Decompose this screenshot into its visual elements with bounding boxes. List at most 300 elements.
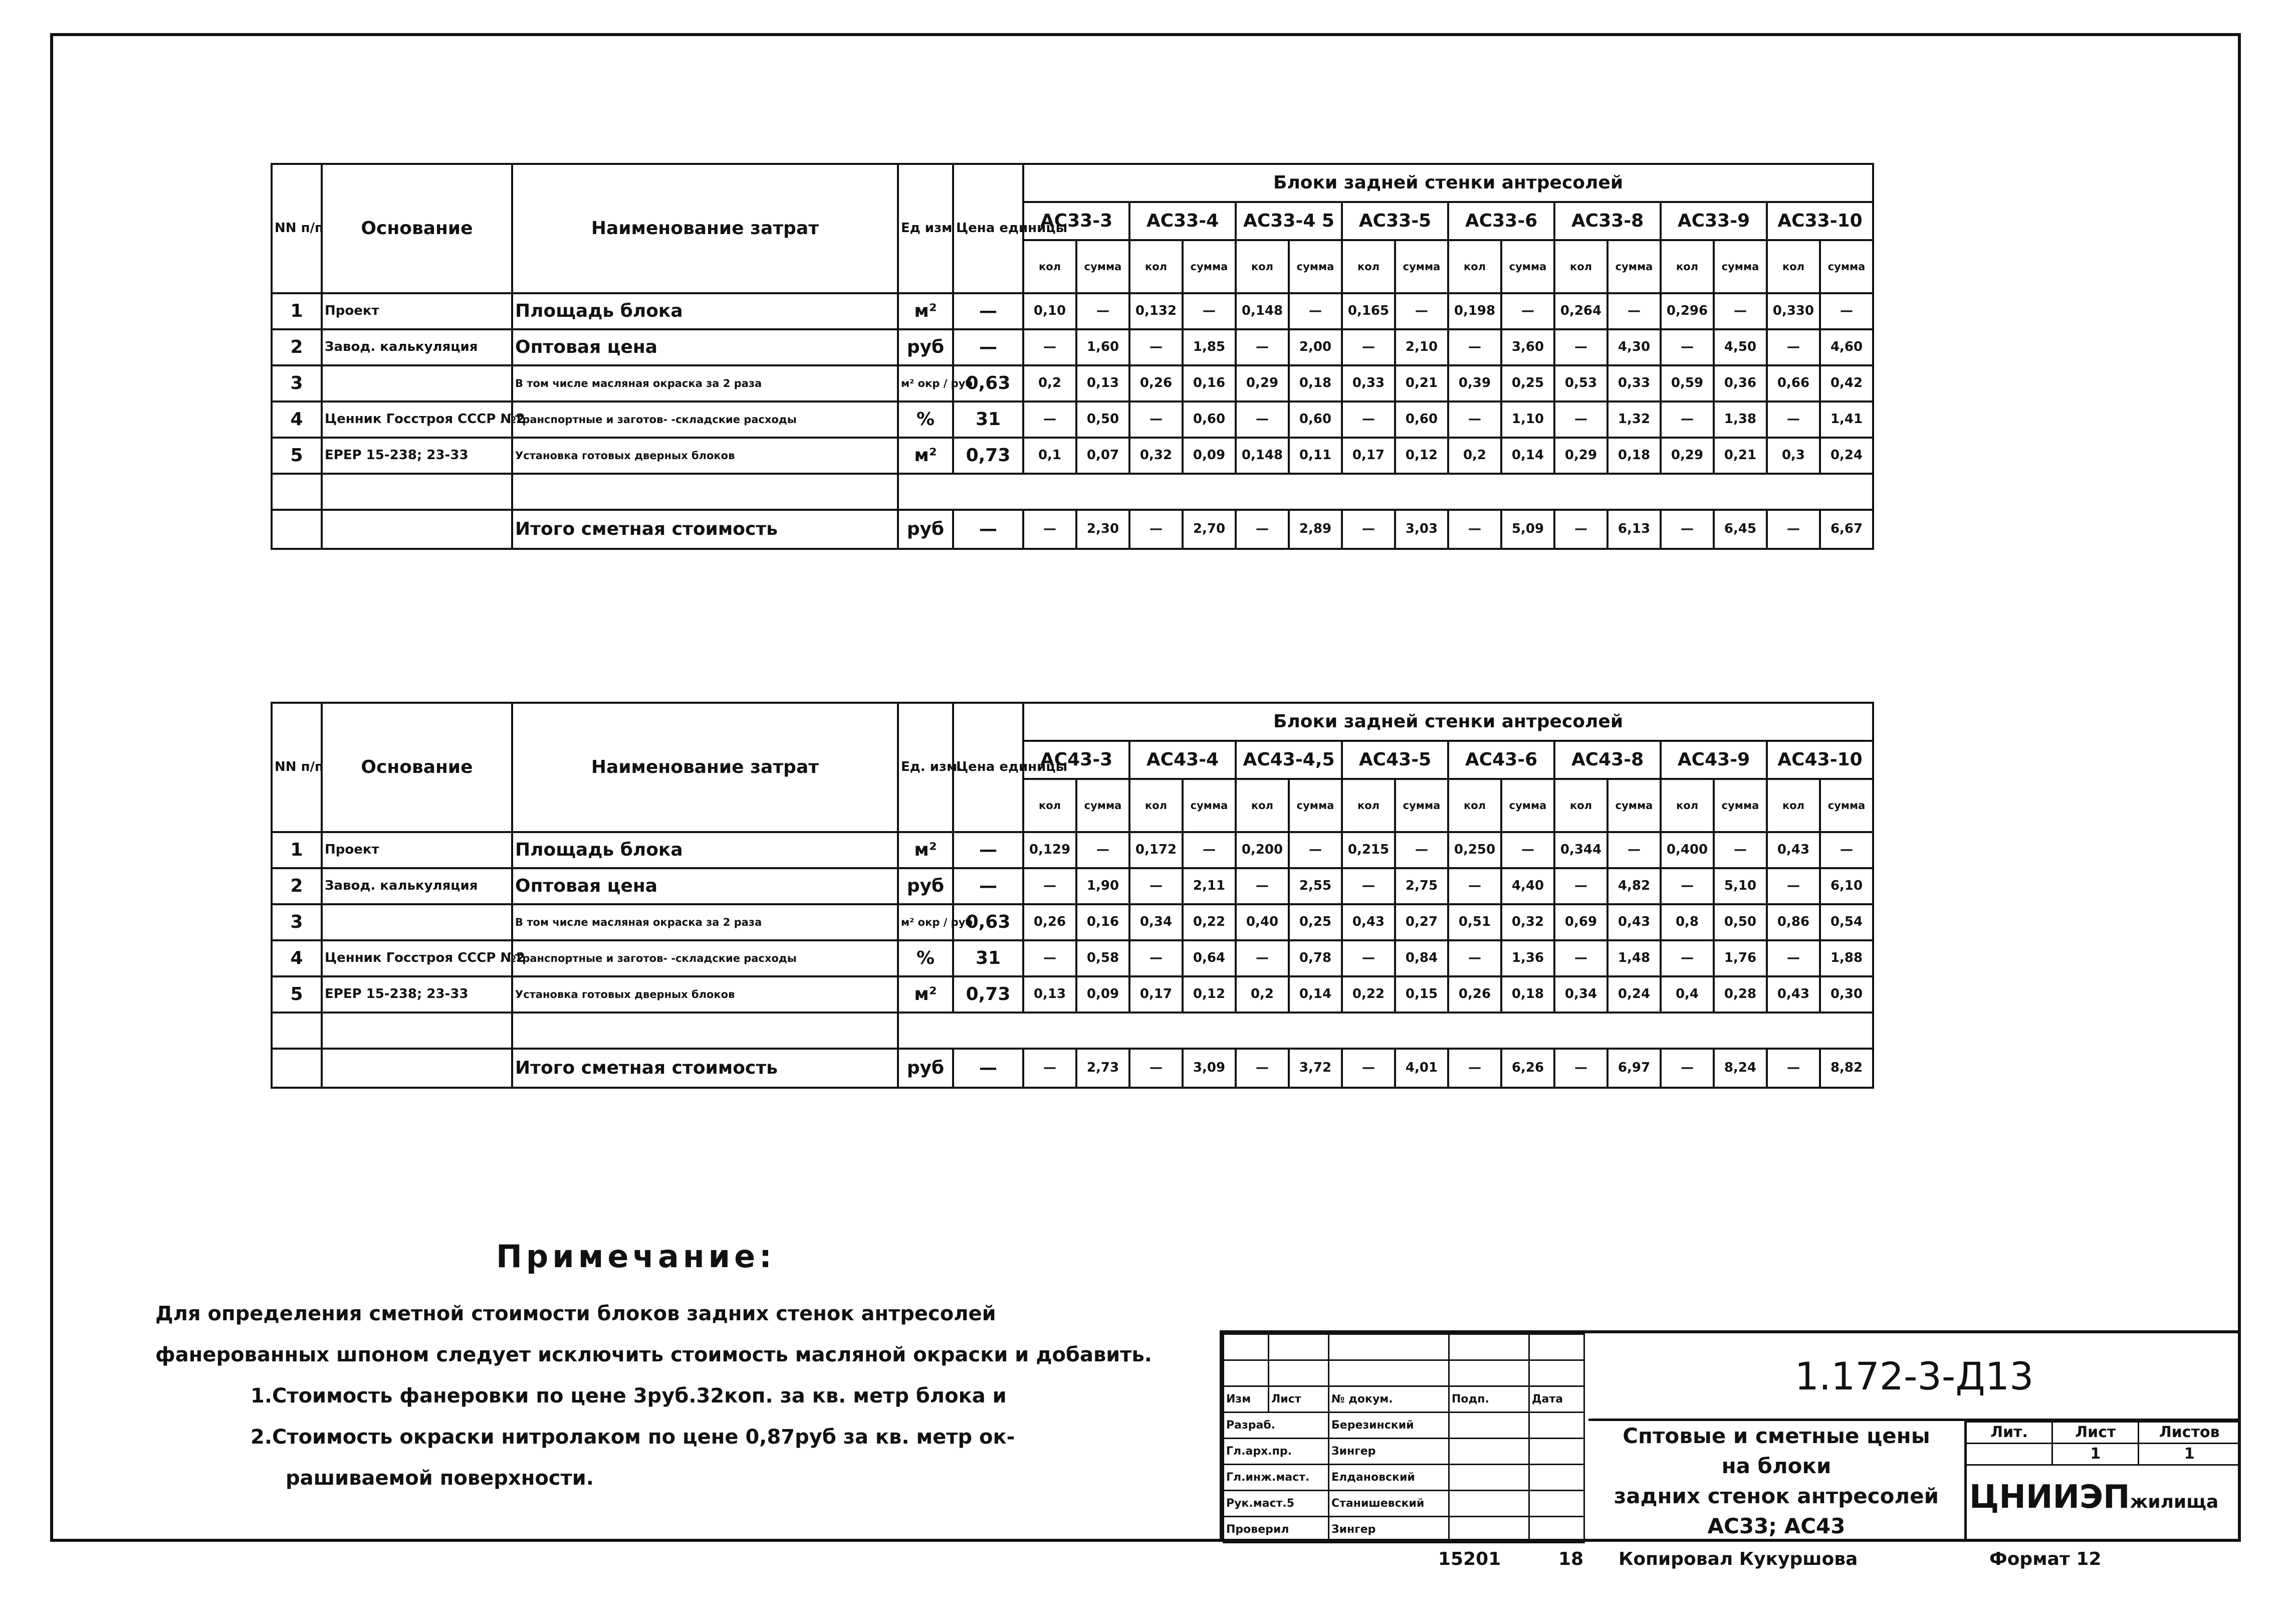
row-number: 3 [272, 365, 322, 401]
value-cell: 0,15 [1395, 976, 1448, 1013]
block-header: АС33-4 5 [1236, 202, 1342, 240]
value-cell: 1,36 [1501, 940, 1554, 976]
sub-qty-header: кол [1023, 779, 1076, 832]
value-cell: 0,10 [1023, 293, 1076, 329]
block-header: АС43-3 [1023, 741, 1129, 779]
sub-qty-header: кол [1023, 240, 1076, 293]
sub-sum-header: сумма [1289, 779, 1342, 832]
row-name: В том числе масляная окраска за 2 раза [512, 904, 898, 940]
note-body [155, 1293, 1152, 1499]
sub-qty-header: кол [1661, 779, 1714, 832]
person: Зингер [1329, 1517, 1449, 1543]
value-cell: 0,8 [1661, 904, 1714, 940]
value-cell: 0,30 [1820, 976, 1873, 1013]
row-basis: Проект [322, 832, 512, 868]
value-cell: 0,2 [1236, 976, 1289, 1013]
block-header: АС43-8 [1554, 741, 1661, 779]
total-value: — [1767, 510, 1820, 549]
value-cell: 0,17 [1342, 438, 1395, 474]
total-unit: руб [898, 1049, 953, 1088]
sheet-format: Формат 12 [1989, 1549, 2102, 1569]
sub-qty-header: кол [1661, 240, 1714, 293]
note-line: 2.Стоимость окраски нитролаком по цене 0,87руб за кв. метр ок- [251, 1426, 1015, 1449]
sub-sum-header: сумма [1289, 240, 1342, 293]
row-number: 2 [272, 868, 322, 904]
total-value: 2,89 [1289, 510, 1342, 549]
row-unit: м² [898, 832, 953, 868]
empty-cell [898, 474, 1873, 510]
value-cell: 0,264 [1554, 293, 1608, 329]
value-cell: 0,07 [1076, 438, 1129, 474]
value-cell: 0,40 [1236, 904, 1289, 940]
empty-row [272, 1013, 1873, 1049]
empty-cell [272, 1013, 322, 1049]
row-name: Транспортные и заготов- -складские расходы [512, 401, 898, 438]
value-cell: 0,330 [1767, 293, 1820, 329]
total-value: 8,82 [1820, 1049, 1873, 1088]
total-value: — [1342, 510, 1395, 549]
value-cell: — [1129, 329, 1183, 365]
row-number: 3 [272, 904, 322, 940]
group-header: Блоки задней стенки антресолей [1023, 164, 1873, 202]
total-value: — [1448, 1049, 1501, 1088]
total-value: — [1129, 1049, 1183, 1088]
table-row [272, 904, 1873, 940]
value-cell: 0,29 [1661, 438, 1714, 474]
block-header: АС33-6 [1448, 202, 1554, 240]
note-title: Примечание: [496, 1238, 776, 1275]
value-cell: 1,76 [1714, 940, 1767, 976]
block-header: АС43-9 [1661, 741, 1767, 779]
value-cell: 0,344 [1554, 832, 1608, 868]
block-header: АС33-10 [1767, 202, 1873, 240]
value-cell: 0,58 [1076, 940, 1129, 976]
value-cell: 1,85 [1183, 329, 1236, 365]
value-cell: 0,26 [1129, 365, 1183, 401]
empty-row [272, 474, 1873, 510]
total-unit: руб [898, 510, 953, 549]
sheet-info [1965, 1421, 2241, 1466]
total-price: — [953, 1049, 1023, 1088]
value-cell: 0,43 [1342, 904, 1395, 940]
value-cell: 0,4 [1661, 976, 1714, 1013]
value-cell: 0,28 [1714, 976, 1767, 1013]
row-basis: Ценник Госстроя СССР №2 [322, 401, 512, 438]
sub-sum-header: сумма [1395, 240, 1448, 293]
total-value: 6,97 [1608, 1049, 1661, 1088]
value-cell: 0,1 [1023, 438, 1076, 474]
lit-value [1966, 1444, 2052, 1465]
value-cell: 0,43 [1767, 832, 1820, 868]
row-unit: м² [898, 438, 953, 474]
table-row [272, 329, 1873, 365]
value-cell: — [1554, 940, 1608, 976]
col-price: Цена единицы [953, 703, 1023, 832]
value-cell: 0,12 [1183, 976, 1236, 1013]
role: Проверил [1224, 1517, 1329, 1543]
sub-sum-header: сумма [1183, 240, 1236, 293]
total-value: — [1448, 510, 1501, 549]
value-cell: 0,24 [1820, 438, 1873, 474]
title-block [1220, 1330, 2241, 1542]
value-cell: — [1501, 293, 1554, 329]
row-number: 4 [272, 401, 322, 438]
value-cell: 0,12 [1395, 438, 1448, 474]
row-unit: м² окр / руб [898, 365, 953, 401]
total-value: 4,01 [1395, 1049, 1448, 1088]
value-cell: 6,10 [1820, 868, 1873, 904]
value-cell: 2,10 [1395, 329, 1448, 365]
signature-grid [1223, 1333, 1585, 1543]
value-cell: 0,25 [1501, 365, 1554, 401]
sub-sum-header: сумма [1714, 779, 1767, 832]
document-name-line: задних стенок антресолей [1614, 1484, 1939, 1508]
row-unit: % [898, 401, 953, 438]
value-cell: — [1554, 401, 1608, 438]
value-cell: 0,24 [1608, 976, 1661, 1013]
value-cell: 4,82 [1608, 868, 1661, 904]
empty-cell [272, 510, 322, 549]
total-value: 6,67 [1820, 510, 1873, 549]
value-cell: — [1129, 401, 1183, 438]
inventory-number: 15201 [1438, 1549, 1501, 1569]
row-basis: ЕРЕР 15-238; 23-33 [322, 976, 512, 1013]
head-date: Дата [1529, 1386, 1584, 1413]
value-cell: 1,10 [1501, 401, 1554, 438]
sub-sum-header: сумма [1608, 240, 1661, 293]
row-name: Оптовая цена [512, 868, 898, 904]
value-cell: 0,16 [1076, 904, 1129, 940]
empty-cell [322, 1013, 512, 1049]
value-cell: — [1076, 832, 1129, 868]
value-cell: 0,148 [1236, 438, 1289, 474]
block-header: АС33-8 [1554, 202, 1661, 240]
document-name-line: АС33; АС43 [1707, 1514, 1846, 1538]
value-cell: — [1183, 832, 1236, 868]
value-cell: 0,3 [1767, 438, 1820, 474]
value-cell: — [1342, 401, 1395, 438]
row-name: Транспортные и заготов- -складские расходы [512, 940, 898, 976]
value-cell: — [1289, 293, 1342, 329]
value-cell: — [1183, 293, 1236, 329]
row-price: 0,73 [953, 438, 1023, 474]
value-cell: 0,18 [1289, 365, 1342, 401]
value-cell: — [1023, 940, 1076, 976]
table-row [272, 401, 1873, 438]
value-cell: 3,60 [1501, 329, 1554, 365]
row-basis: Ценник Госстроя СССР №2 [322, 940, 512, 976]
row-name: В том числе масляная окраска за 2 раза [512, 365, 898, 401]
inventory-number-2: 18 [1558, 1549, 1584, 1569]
sheets-label: Листов [2139, 1422, 2240, 1444]
value-cell: 0,33 [1342, 365, 1395, 401]
row-price: 0,63 [953, 365, 1023, 401]
total-value: — [1129, 510, 1183, 549]
block-header: АС33-5 [1342, 202, 1448, 240]
person: Станишевский [1329, 1491, 1449, 1517]
value-cell: — [1554, 868, 1608, 904]
value-cell: — [1608, 832, 1661, 868]
block-header: АС33-9 [1661, 202, 1767, 240]
value-cell: 5,10 [1714, 868, 1767, 904]
value-cell: 1,90 [1076, 868, 1129, 904]
value-cell: 0,25 [1289, 904, 1342, 940]
empty-cell [322, 1049, 512, 1088]
block-header: АС43-5 [1342, 741, 1448, 779]
table-row [272, 438, 1873, 474]
total-value: 6,26 [1501, 1049, 1554, 1088]
note-line: фанерованных шпоном следует исключить стоимость масляной окраски и добавить. [155, 1343, 1152, 1366]
row-unit: м² [898, 293, 953, 329]
note-line: 1.Стоимость фанеровки по цене 3руб.32коп. за кв. метр блока и [251, 1384, 1007, 1407]
role: Гл.инж.маст. [1224, 1465, 1329, 1491]
row-number: 1 [272, 293, 322, 329]
row-price: — [953, 868, 1023, 904]
row-name: Площадь блока [512, 293, 898, 329]
total-value: — [1767, 1049, 1820, 1088]
value-cell: 2,00 [1289, 329, 1342, 365]
row-name: Установка готовых дверных блоков [512, 976, 898, 1013]
sheets-value: 1 [2139, 1444, 2240, 1465]
total-value: — [1661, 510, 1714, 549]
total-value: 6,13 [1608, 510, 1661, 549]
row-price: 0,73 [953, 976, 1023, 1013]
total-value: — [1661, 1049, 1714, 1088]
total-value: — [1023, 510, 1076, 549]
value-cell: — [1448, 940, 1501, 976]
value-cell: — [1714, 293, 1767, 329]
value-cell: — [1076, 293, 1129, 329]
value-cell: 0,250 [1448, 832, 1501, 868]
sub-qty-header: кол [1767, 240, 1820, 293]
note-line: Для определения сметной стоимости блоков задних стенок антресолей [155, 1302, 996, 1325]
person: Елдановский [1329, 1465, 1449, 1491]
empty-cell [898, 1013, 1873, 1049]
value-cell: 0,60 [1289, 401, 1342, 438]
col-nn: NN п/п [272, 164, 322, 293]
sub-sum-header: сумма [1714, 240, 1767, 293]
value-cell: 0,42 [1820, 365, 1873, 401]
row-basis: Завод. калькуляция [322, 329, 512, 365]
document-name-line: на блоки [1721, 1454, 1831, 1478]
value-cell: 0,43 [1608, 904, 1661, 940]
sub-sum-header: сумма [1076, 240, 1129, 293]
value-cell: 0,148 [1236, 293, 1289, 329]
value-cell: 0,165 [1342, 293, 1395, 329]
value-cell: 1,41 [1820, 401, 1873, 438]
value-cell: 2,55 [1289, 868, 1342, 904]
value-cell: — [1820, 832, 1873, 868]
row-number: 4 [272, 940, 322, 976]
value-cell: 0,69 [1554, 904, 1608, 940]
value-cell: — [1236, 329, 1289, 365]
total-value: 2,30 [1076, 510, 1129, 549]
value-cell: 0,59 [1661, 365, 1714, 401]
row-basis [322, 365, 512, 401]
value-cell: — [1129, 868, 1183, 904]
document-name [1588, 1421, 1967, 1541]
sub-qty-header: кол [1554, 240, 1608, 293]
value-cell: 0,34 [1129, 904, 1183, 940]
total-value: 8,24 [1714, 1049, 1767, 1088]
person: Березинский [1329, 1413, 1449, 1439]
row-basis: ЕРЕР 15-238; 23-33 [322, 438, 512, 474]
value-cell: 0,296 [1661, 293, 1714, 329]
col-unit: Ед изм [898, 164, 953, 293]
role: Рук.маст.5 [1224, 1491, 1329, 1517]
value-cell: — [1820, 293, 1873, 329]
total-value: 3,72 [1289, 1049, 1342, 1088]
sub-qty-header: кол [1342, 779, 1395, 832]
total-value: — [1236, 1049, 1289, 1088]
row-unit: м² [898, 976, 953, 1013]
total-value: — [1236, 510, 1289, 549]
row-unit: руб [898, 868, 953, 904]
col-basis: Основание [322, 164, 512, 293]
value-cell: — [1342, 940, 1395, 976]
value-cell: 0,26 [1448, 976, 1501, 1013]
value-cell: 0,78 [1289, 940, 1342, 976]
value-cell: — [1236, 868, 1289, 904]
value-cell: 0,200 [1236, 832, 1289, 868]
row-unit: % [898, 940, 953, 976]
value-cell: 4,60 [1820, 329, 1873, 365]
value-cell: 0,09 [1076, 976, 1129, 1013]
value-cell: 2,11 [1183, 868, 1236, 904]
value-cell: 0,2 [1448, 438, 1501, 474]
sub-sum-header: сумма [1820, 779, 1873, 832]
value-cell: — [1342, 868, 1395, 904]
value-cell: 0,129 [1023, 832, 1076, 868]
value-cell: 4,40 [1501, 868, 1554, 904]
row-price: — [953, 293, 1023, 329]
total-value: — [1342, 1049, 1395, 1088]
sub-qty-header: кол [1767, 779, 1820, 832]
value-cell: 0,27 [1395, 904, 1448, 940]
value-cell: 1,38 [1714, 401, 1767, 438]
empty-cell [322, 510, 512, 549]
value-cell: 2,75 [1395, 868, 1448, 904]
value-cell: — [1661, 401, 1714, 438]
sub-sum-header: сумма [1395, 779, 1448, 832]
table-row [272, 832, 1873, 868]
value-cell: 0,36 [1714, 365, 1767, 401]
organization [1969, 1479, 2218, 1516]
row-name: Установка готовых дверных блоков [512, 438, 898, 474]
value-cell: 0,172 [1129, 832, 1183, 868]
value-cell: 0,17 [1129, 976, 1183, 1013]
block-header: АС33-3 [1023, 202, 1129, 240]
sub-qty-header: кол [1236, 240, 1289, 293]
empty-cell [512, 1013, 898, 1049]
value-cell: — [1767, 401, 1820, 438]
value-cell: 0,29 [1554, 438, 1608, 474]
header-row [272, 703, 1873, 741]
row-price: 0,63 [953, 904, 1023, 940]
value-cell: 0,2 [1023, 365, 1076, 401]
value-cell: — [1448, 868, 1501, 904]
sub-sum-header: сумма [1608, 779, 1661, 832]
value-cell: 0,11 [1289, 438, 1342, 474]
value-cell: 0,21 [1714, 438, 1767, 474]
value-cell: 0,64 [1183, 940, 1236, 976]
header-row [272, 164, 1873, 202]
value-cell: — [1554, 329, 1608, 365]
sub-sum-header: сумма [1183, 779, 1236, 832]
value-cell: 0,16 [1183, 365, 1236, 401]
sheet-label: Лист [2052, 1422, 2139, 1444]
head-list: Лист [1269, 1386, 1329, 1413]
value-cell: 0,29 [1236, 365, 1289, 401]
table-row [272, 365, 1873, 401]
value-cell: — [1448, 401, 1501, 438]
value-cell: 0,60 [1183, 401, 1236, 438]
value-cell: 0,400 [1661, 832, 1714, 868]
total-value: 3,09 [1183, 1049, 1236, 1088]
value-cell: — [1714, 832, 1767, 868]
value-cell: 1,60 [1076, 329, 1129, 365]
value-cell: 0,66 [1767, 365, 1820, 401]
row-number: 5 [272, 976, 322, 1013]
row-price: 31 [953, 940, 1023, 976]
value-cell: 0,43 [1767, 976, 1820, 1013]
value-cell: 1,32 [1608, 401, 1661, 438]
table-row [272, 976, 1873, 1013]
lit-label: Лит. [1966, 1422, 2052, 1444]
block-header: АС43-4,5 [1236, 741, 1342, 779]
sub-qty-header: кол [1342, 240, 1395, 293]
total-value: 6,45 [1714, 510, 1767, 549]
total-value: — [1554, 510, 1608, 549]
head-izm: Изм [1224, 1386, 1269, 1413]
value-cell: — [1448, 329, 1501, 365]
total-value: — [1554, 1049, 1608, 1088]
sub-qty-header: кол [1236, 779, 1289, 832]
value-cell: — [1023, 401, 1076, 438]
value-cell: — [1767, 940, 1820, 976]
person: Зингер [1329, 1439, 1449, 1465]
total-row [272, 1049, 1873, 1088]
value-cell: — [1023, 868, 1076, 904]
org-suffix: жилища [2130, 1492, 2219, 1512]
value-cell: — [1661, 940, 1714, 976]
row-basis [322, 904, 512, 940]
row-name: Площадь блока [512, 832, 898, 868]
cost-table-ac33 [271, 163, 1874, 550]
row-name: Оптовая цена [512, 329, 898, 365]
total-value: 3,03 [1395, 510, 1448, 549]
value-cell: 0,22 [1342, 976, 1395, 1013]
value-cell: — [1236, 401, 1289, 438]
value-cell: 0,18 [1608, 438, 1661, 474]
row-price: — [953, 832, 1023, 868]
value-cell: 0,198 [1448, 293, 1501, 329]
row-basis: Завод. калькуляция [322, 868, 512, 904]
value-cell: — [1129, 940, 1183, 976]
empty-cell [322, 474, 512, 510]
sub-qty-header: кол [1448, 240, 1501, 293]
role: Гл.арх.пр. [1224, 1439, 1329, 1465]
total-label: Итого сметная стоимость [512, 1049, 898, 1088]
total-value: 5,09 [1501, 510, 1554, 549]
role: Разраб. [1224, 1413, 1329, 1439]
value-cell: 0,14 [1501, 438, 1554, 474]
sub-qty-header: кол [1129, 779, 1183, 832]
value-cell: 0,32 [1129, 438, 1183, 474]
total-value: 2,70 [1183, 510, 1236, 549]
col-unit: Ед. изм. [898, 703, 953, 832]
table-row [272, 868, 1873, 904]
